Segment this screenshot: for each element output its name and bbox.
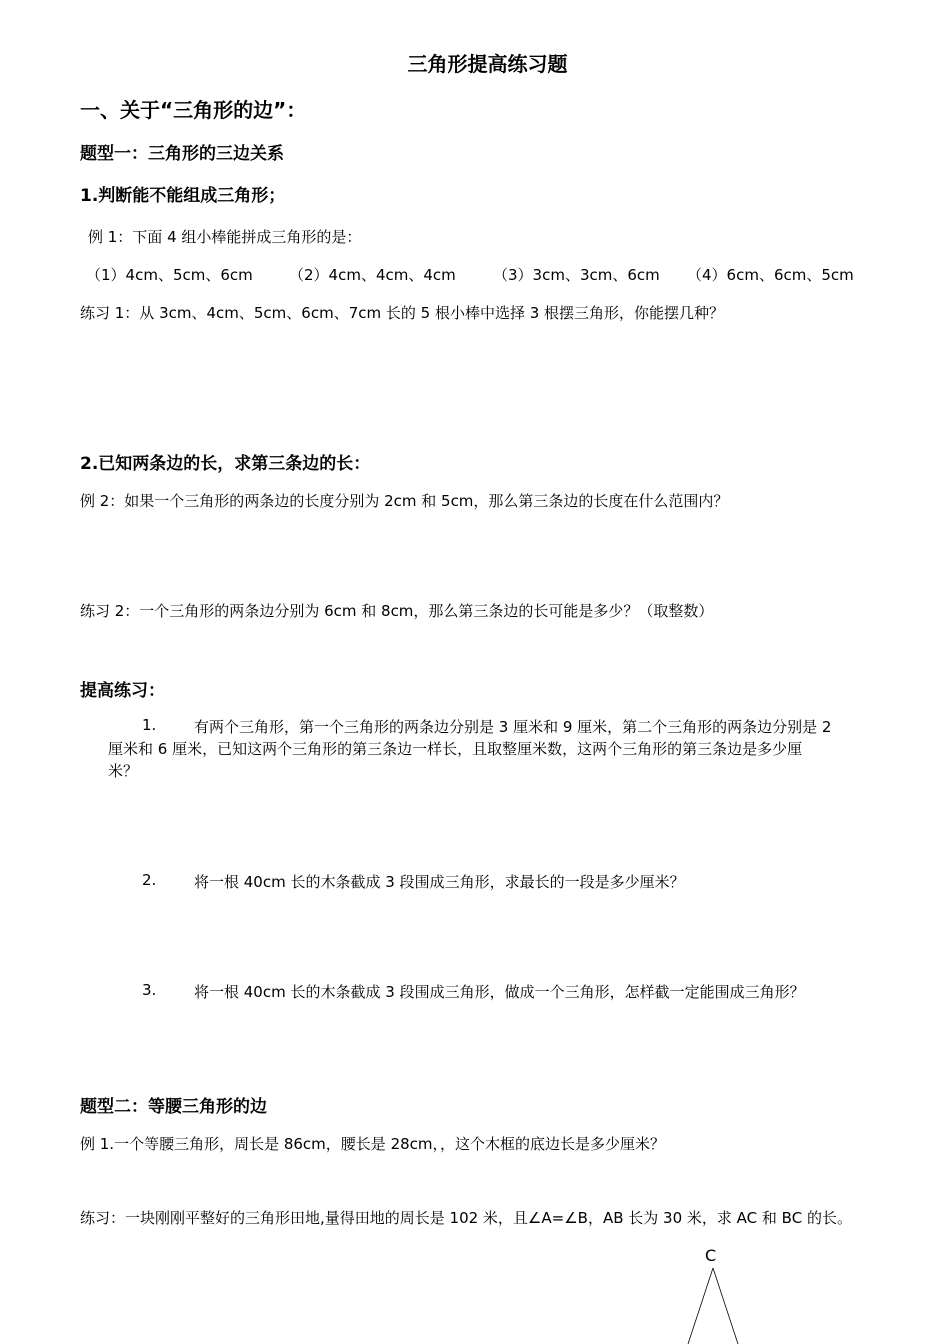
type1-heading: 题型一：三角形的三边关系 (80, 144, 284, 164)
option-3: （3）3cm、3cm、6cm (493, 266, 660, 284)
practice-1: 练习 1：从 3cm、4cm、5cm、6cm、7cm 长的 5 根小棒中选择 3 根摆三角形，你能摆几种？ (80, 304, 725, 322)
type2-example: 例 1.一个等腰三角形，周长是 86cm，腰长是 28cm，，这个木框的底边长是多少厘米？ (80, 1135, 666, 1153)
advanced-item-3-text: 将一根 40cm 长的木条截成 3 段围成三角形，做成一个三角形，怎样截一定能围成三角形？ (194, 983, 805, 1001)
triangle-side-ca (688, 1268, 713, 1344)
page-title: 三角形提高练习题 (407, 52, 568, 76)
advanced-item-2-text: 将一根 40cm 长的木条截成 3 段围成三角形，求最长的一段是多少厘米？ (194, 873, 685, 891)
option-4: （4）6cm、6cm、5cm (687, 266, 854, 284)
type2-heading: 题型二：等腰三角形的边 (80, 1097, 267, 1117)
advanced-item-2-number: 2. (142, 871, 157, 889)
advanced-heading: 提高练习： (80, 681, 165, 701)
triangle-figure (680, 1266, 750, 1344)
type2-practice: 练习：一块刚刚平整好的三角形田地,量得田地的周长是 102 米，且∠A=∠B，AB 长为 30 米，求 AC 和 BC 的长。 (80, 1209, 852, 1227)
advanced-item-1-number: 1. (142, 716, 157, 734)
practice-2: 练习 2：一个三角形的两条边分别为 6cm 和 8cm，那么第三条边的长可能是多少？（取整数） (80, 602, 714, 620)
advanced-item-1-line2: 厘米和 6 厘米，已知这两个三角形的第三条边一样长，且取整厘米数，这两个三角形的第三条边是多少厘 (108, 740, 803, 758)
advanced-item-1-line3: 米？ (108, 762, 139, 780)
example-1: 例 1：下面 4 组小棒能拼成三角形的是： (88, 228, 362, 246)
option-2: （2）4cm、4cm、4cm (289, 266, 456, 284)
sub2-heading: 2.已知两条边的长，求第三条边的长： (80, 454, 371, 474)
advanced-item-3-number: 3. (142, 981, 157, 999)
triangle-side-cb (713, 1268, 738, 1344)
option-1: （1）4cm、5cm、6cm (86, 266, 253, 284)
advanced-item-1-line1: 有两个三角形，第一个三角形的两条边分别是 3 厘米和 9 厘米，第二个三角形的两条边分别是 2 (194, 718, 832, 736)
example-2: 例 2：如果一个三角形的两条边的长度分别为 2cm 和 5cm，那么第三条边的长度在什么范围内？ (80, 492, 729, 510)
section-heading-triangle-sides: 一、关于“三角形的边”： (80, 98, 307, 122)
vertex-label-c: C (705, 1246, 717, 1265)
sub1-heading: 1.判断能不能组成三角形； (80, 186, 286, 206)
